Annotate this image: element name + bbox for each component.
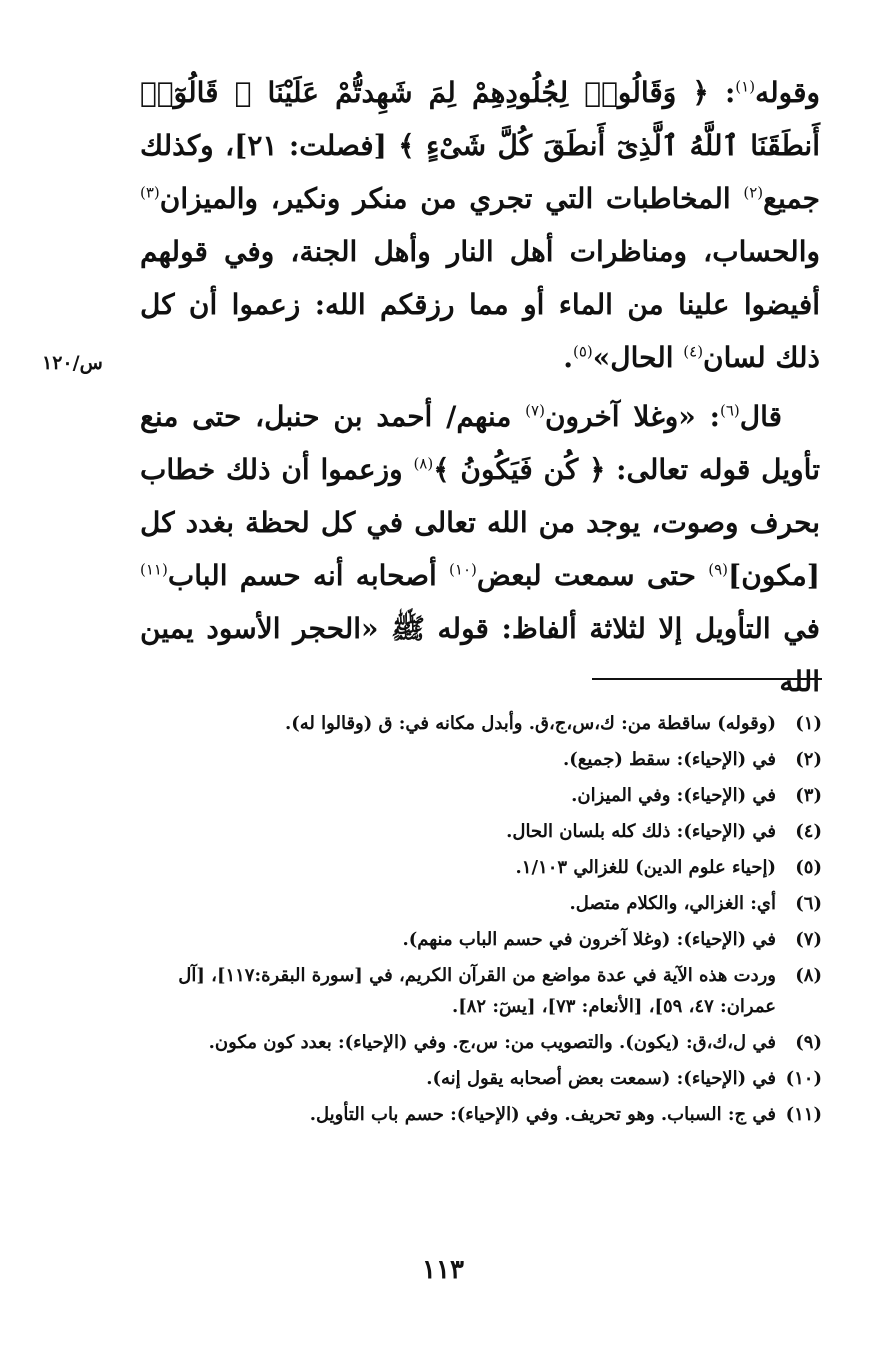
footnote-ref: (٢) <box>743 183 764 202</box>
footnote-ref: (٧) <box>525 401 545 420</box>
footnote-text: في (الإحياء): وفي الميزان. <box>571 785 776 806</box>
footnote-text: في (الإحياء): سقط (جميع). <box>563 749 776 770</box>
footnote-text: في ل،ك،ق: (يكون). والتصويب من: س،ج. وفي (الإحياء): بعدد كون مكون. <box>208 1032 776 1053</box>
text-span: : «وغلا آخرون <box>544 400 720 433</box>
text-span: . <box>563 341 573 374</box>
text-span: وزعموا أن ذلك خطاب بحرف وصوت، يوجد من الله تعالى في كل لحظة بغدد كل [مكون] <box>140 453 820 592</box>
paragraph-1 <box>140 66 820 384</box>
footnotes <box>140 708 822 1135</box>
quran-verse: ﴿ وَقَالُوا۟ لِجُلُودِهِمْ لِمَ شَهِدتُّمْ عَلَيْنَا ۖ قَالُوٓا۟ أَنطَقَنَا ٱللَّهُ ٱلَّذِىٓ أَنطَقَ كُلَّ شَىْءٍ ﴾ <box>140 76 820 162</box>
footnote-number: (٩) <box>795 1032 822 1053</box>
text-span: والحساب، ومناظرات أهل النار وأهل الجنة، وفي قولهم أفيضوا علينا من الماء أو مما رزقكم الله: زعموا أن كل ذلك لسان <box>140 235 820 374</box>
footnote-number: (١٠) <box>785 1068 822 1089</box>
footnote-ref: (١) <box>735 77 756 96</box>
text-span: : <box>708 76 736 109</box>
text-span: الحال» <box>592 341 684 374</box>
text-span: أصحابه أنه حسم الباب <box>167 559 450 592</box>
text-span: وقوله <box>755 76 820 109</box>
text-span: المخاطبات التي تجري من منكر ونكير، والميزان <box>159 182 744 215</box>
footnote-ref: (٦) <box>719 401 740 420</box>
footnote-ref: (٥) <box>572 342 593 361</box>
footnote-number: (٢) <box>795 749 822 770</box>
footnote-ref: (٩) <box>708 560 729 579</box>
footnote-number: (٣) <box>795 785 822 806</box>
footnote-number: (٧) <box>795 929 822 950</box>
footnote-ref: (١٠) <box>449 560 477 579</box>
manuscript-folio-note: س/١٢٠ <box>42 352 103 374</box>
text-span: [فصلت: ٢١]، وكذلك جميع <box>140 129 820 215</box>
footnote-number: (٦) <box>795 893 822 914</box>
text-span: حتى سمعت لبعض <box>476 559 709 592</box>
footnote-text: في (الإحياء): (سمعت بعض أصحابه يقول إنه). <box>426 1068 776 1089</box>
footnote-number: (٥) <box>795 857 822 878</box>
footnote-number: (٤) <box>795 821 822 842</box>
footnote <box>140 924 822 955</box>
text-span: قال <box>739 400 782 433</box>
footnote <box>140 960 822 1022</box>
page-number: ١١٣ <box>422 1255 464 1285</box>
footnote <box>140 1099 822 1130</box>
footnote-text: في ج: السباب. وهو تحريف. وفي (الإحياء): حسم باب التأويل. <box>309 1104 776 1125</box>
footnote <box>140 816 822 847</box>
footnote-ref: (١١) <box>140 560 168 579</box>
footnote-ref: (٣) <box>140 183 160 202</box>
footnote <box>140 888 822 919</box>
footnote-text: (إحياء علوم الدين) للغزالي ١/١٠٣. <box>515 857 776 878</box>
footnote <box>140 780 822 811</box>
footnote <box>140 744 822 775</box>
footnote-number: (١١) <box>785 1104 822 1125</box>
quran-verse: ﴿ كُن فَيَكُونُ ﴾ <box>433 453 606 486</box>
text-span: في التأويل إلا لثلاثة ألفاظ: قوله ﷺ «الحجر الأسود يمين الله <box>140 612 820 698</box>
footnote-number: (٨) <box>795 965 822 986</box>
footnote-ref: (٤) <box>683 342 704 361</box>
footnote-text: في (الإحياء): ذلك كله بلسان الحال. <box>506 821 776 842</box>
footnote-divider <box>592 678 822 680</box>
footnote-number: (١) <box>795 713 822 734</box>
footnote <box>140 1063 822 1094</box>
paragraph-2 <box>140 390 820 708</box>
main-text <box>140 66 820 708</box>
footnote-text: أي: الغزالي، والكلام متصل. <box>569 893 776 914</box>
footnote <box>140 852 822 883</box>
footnote-text: في (الإحياء): (وغلا آخرون في حسم الباب منهم). <box>402 929 776 950</box>
text-span: منهم/ أحمد بن حنبل، حتى منع تأويل قوله تعالى: <box>140 400 820 486</box>
footnote-text: وردت هذه الآية في عدة مواضع من القرآن الكريم، في [سورة البقرة:١١٧]، [آل عمران: ٤٧، ٥٩]، [الأنعام: ٧٣]، [يسٓ: ٨٢]. <box>178 965 776 1017</box>
footnote <box>140 708 822 739</box>
footnote <box>140 1027 822 1058</box>
footnote-text: (وقوله) ساقطة من: ك،س،ج،ق. وأبدل مكانه في: ق (وقالوا له). <box>284 713 776 734</box>
footnote-ref: (٨) <box>413 454 434 473</box>
